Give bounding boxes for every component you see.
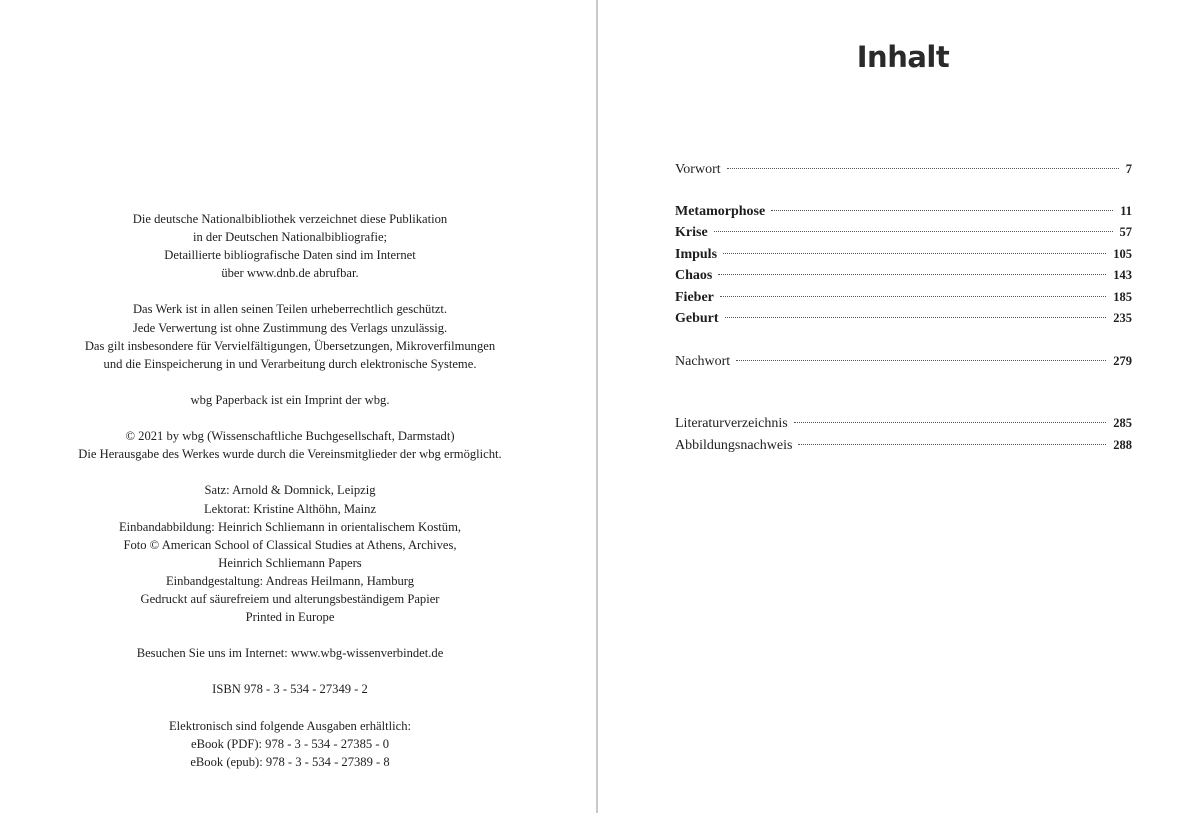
toc-page-number: 285 (1113, 416, 1132, 430)
imprint-block-website (40, 644, 540, 662)
toc-entry-krise[interactable] (675, 225, 1132, 247)
imprint-block-ebooks (40, 717, 540, 771)
toc-dot-leader (725, 317, 1107, 318)
toc-dot-leader (718, 274, 1106, 275)
toc-entry-nachwort[interactable] (675, 354, 1132, 376)
toc-page-number: 57 (1119, 225, 1132, 239)
page-gutter-divider (596, 0, 598, 813)
toc-dot-leader (720, 296, 1106, 297)
toc-entry-label: Literaturverzeichnis (675, 416, 788, 431)
toc-page-number: 105 (1113, 246, 1132, 261)
table-of-contents (675, 162, 1132, 459)
toc-page-number: 143 (1113, 268, 1132, 282)
toc-entry-fieber[interactable] (675, 290, 1132, 312)
imprint-line: Elektronisch sind folgende Ausgaben erhältlich: (168, 718, 412, 733)
toc-entry-label: Fieber (675, 289, 714, 305)
imprint-line: Einbandabbildung: Heinrich Schliemann in orientalischem Kostüm, (118, 519, 462, 534)
toc-dot-leader (727, 168, 1119, 169)
imprint-line: Das gilt insbesondere für Vervielfältigungen, Übersetzungen, Mikroverfilmungen (84, 338, 496, 353)
toc-page-number: 279 (1113, 353, 1132, 368)
imprint-line: Printed in Europe (245, 610, 335, 625)
imprint-line: Die deutsche Nationalbibliothek verzeichnet diese Publikation (132, 212, 448, 226)
toc-entry-label: Nachwort (675, 353, 731, 369)
imprint-block-dnb (40, 210, 540, 282)
imprint-block-credits (40, 481, 540, 626)
toc-entry-label: Impuls (675, 246, 718, 262)
imprint-line: wbg Paperback ist ein Imprint der wbg. (190, 392, 390, 407)
toc-dot-leader (794, 422, 1107, 423)
imprint-block-imprint (40, 391, 540, 409)
imprint-line: Jede Verwertung ist ohne Zustimmung des Verlags unzulässig. (132, 320, 448, 335)
imprint-line: Lektorat: Kristine Althöhn, Mainz (203, 501, 377, 516)
toc-dot-leader (771, 210, 1113, 211)
toc-entry-impuls[interactable] (675, 247, 1132, 269)
toc-page-number: 185 (1113, 289, 1132, 304)
imprint-line: Einbandgestaltung: Andreas Heilmann, Hamburg (165, 573, 415, 588)
toc-dot-leader (714, 231, 1113, 232)
toc-entry-vorwort[interactable] (675, 162, 1132, 184)
imprint-line: über www.dnb.de abrufbar. (221, 266, 359, 281)
imprint-block-isbn (40, 680, 540, 698)
toc-entry-geburt[interactable] (675, 311, 1132, 333)
imprint-line: und die Einspeicherung in und Verarbeitung durch elektronische Systeme. (103, 356, 477, 371)
imprint-block-publisher (40, 427, 540, 463)
toc-entry-label: Metamorphose (675, 203, 766, 219)
imprint-line: Gedruckt auf säurefreiem und alterungsbeständigem Papier (140, 591, 440, 606)
toc-page-number: 235 (1113, 311, 1132, 325)
toc-entry-abbildungsnachweis[interactable] (675, 438, 1132, 460)
toc-page-number: 288 (1113, 437, 1132, 452)
imprint-line: eBook (epub): 978 - 3 - 534 - 27389 - 8 (190, 754, 390, 769)
imprint-line: eBook (PDF): 978 - 3 - 534 - 27385 - 0 (191, 736, 389, 751)
toc-entry-label: Krise (675, 225, 708, 240)
imprint-block-copyright-notice (40, 300, 540, 372)
toc-page-number: 11 (1120, 203, 1132, 218)
toc-title: Inhalt (856, 40, 950, 74)
toc-entry-chaos[interactable] (675, 268, 1132, 290)
toc-page-number: 7 (1125, 162, 1132, 176)
toc-entry-label: Vorwort (675, 162, 721, 177)
toc-entry-label: Geburt (675, 311, 719, 326)
toc-entry-label: Chaos (675, 268, 713, 283)
imprint-line: ISBN 978 - 3 - 534 - 27349 - 2 (212, 682, 368, 697)
imprint-line: Detaillierte bibliografische Daten sind im Internet (164, 248, 416, 263)
imprint-line: Foto © American School of Classical Studies at Athens, Archives, (123, 537, 457, 552)
toc-dot-leader (723, 253, 1106, 254)
imprint-line: © 2021 by wbg (Wissenschaftliche Buchgesellschaft, Darmstadt) (125, 429, 455, 444)
imprint-line: in der Deutschen Nationalbibliografie; (192, 230, 388, 245)
toc-entry-label: Abbildungsnachweis (675, 437, 793, 453)
toc-dot-leader (736, 360, 1106, 361)
imprint-line: Heinrich Schliemann Papers (218, 555, 362, 570)
toc-entry-metamorphose[interactable] (675, 204, 1132, 226)
imprint-line: Besuchen Sie uns im Internet: www.wbg-wissenverbindet.de (136, 646, 444, 661)
imprint-line: Das Werk ist in allen seinen Teilen urheberrechtlich geschützt. (132, 302, 448, 317)
imprint-line: Satz: Arnold & Domnick, Leipzig (204, 483, 376, 498)
imprint-line: Die Herausgabe des Werkes wurde durch die Vereinsmitglieder der wbg ermöglicht. (78, 447, 502, 462)
toc-entry-literaturverzeichnis[interactable] (675, 416, 1132, 438)
imprint-page (40, 210, 540, 771)
toc-dot-leader (798, 444, 1106, 445)
